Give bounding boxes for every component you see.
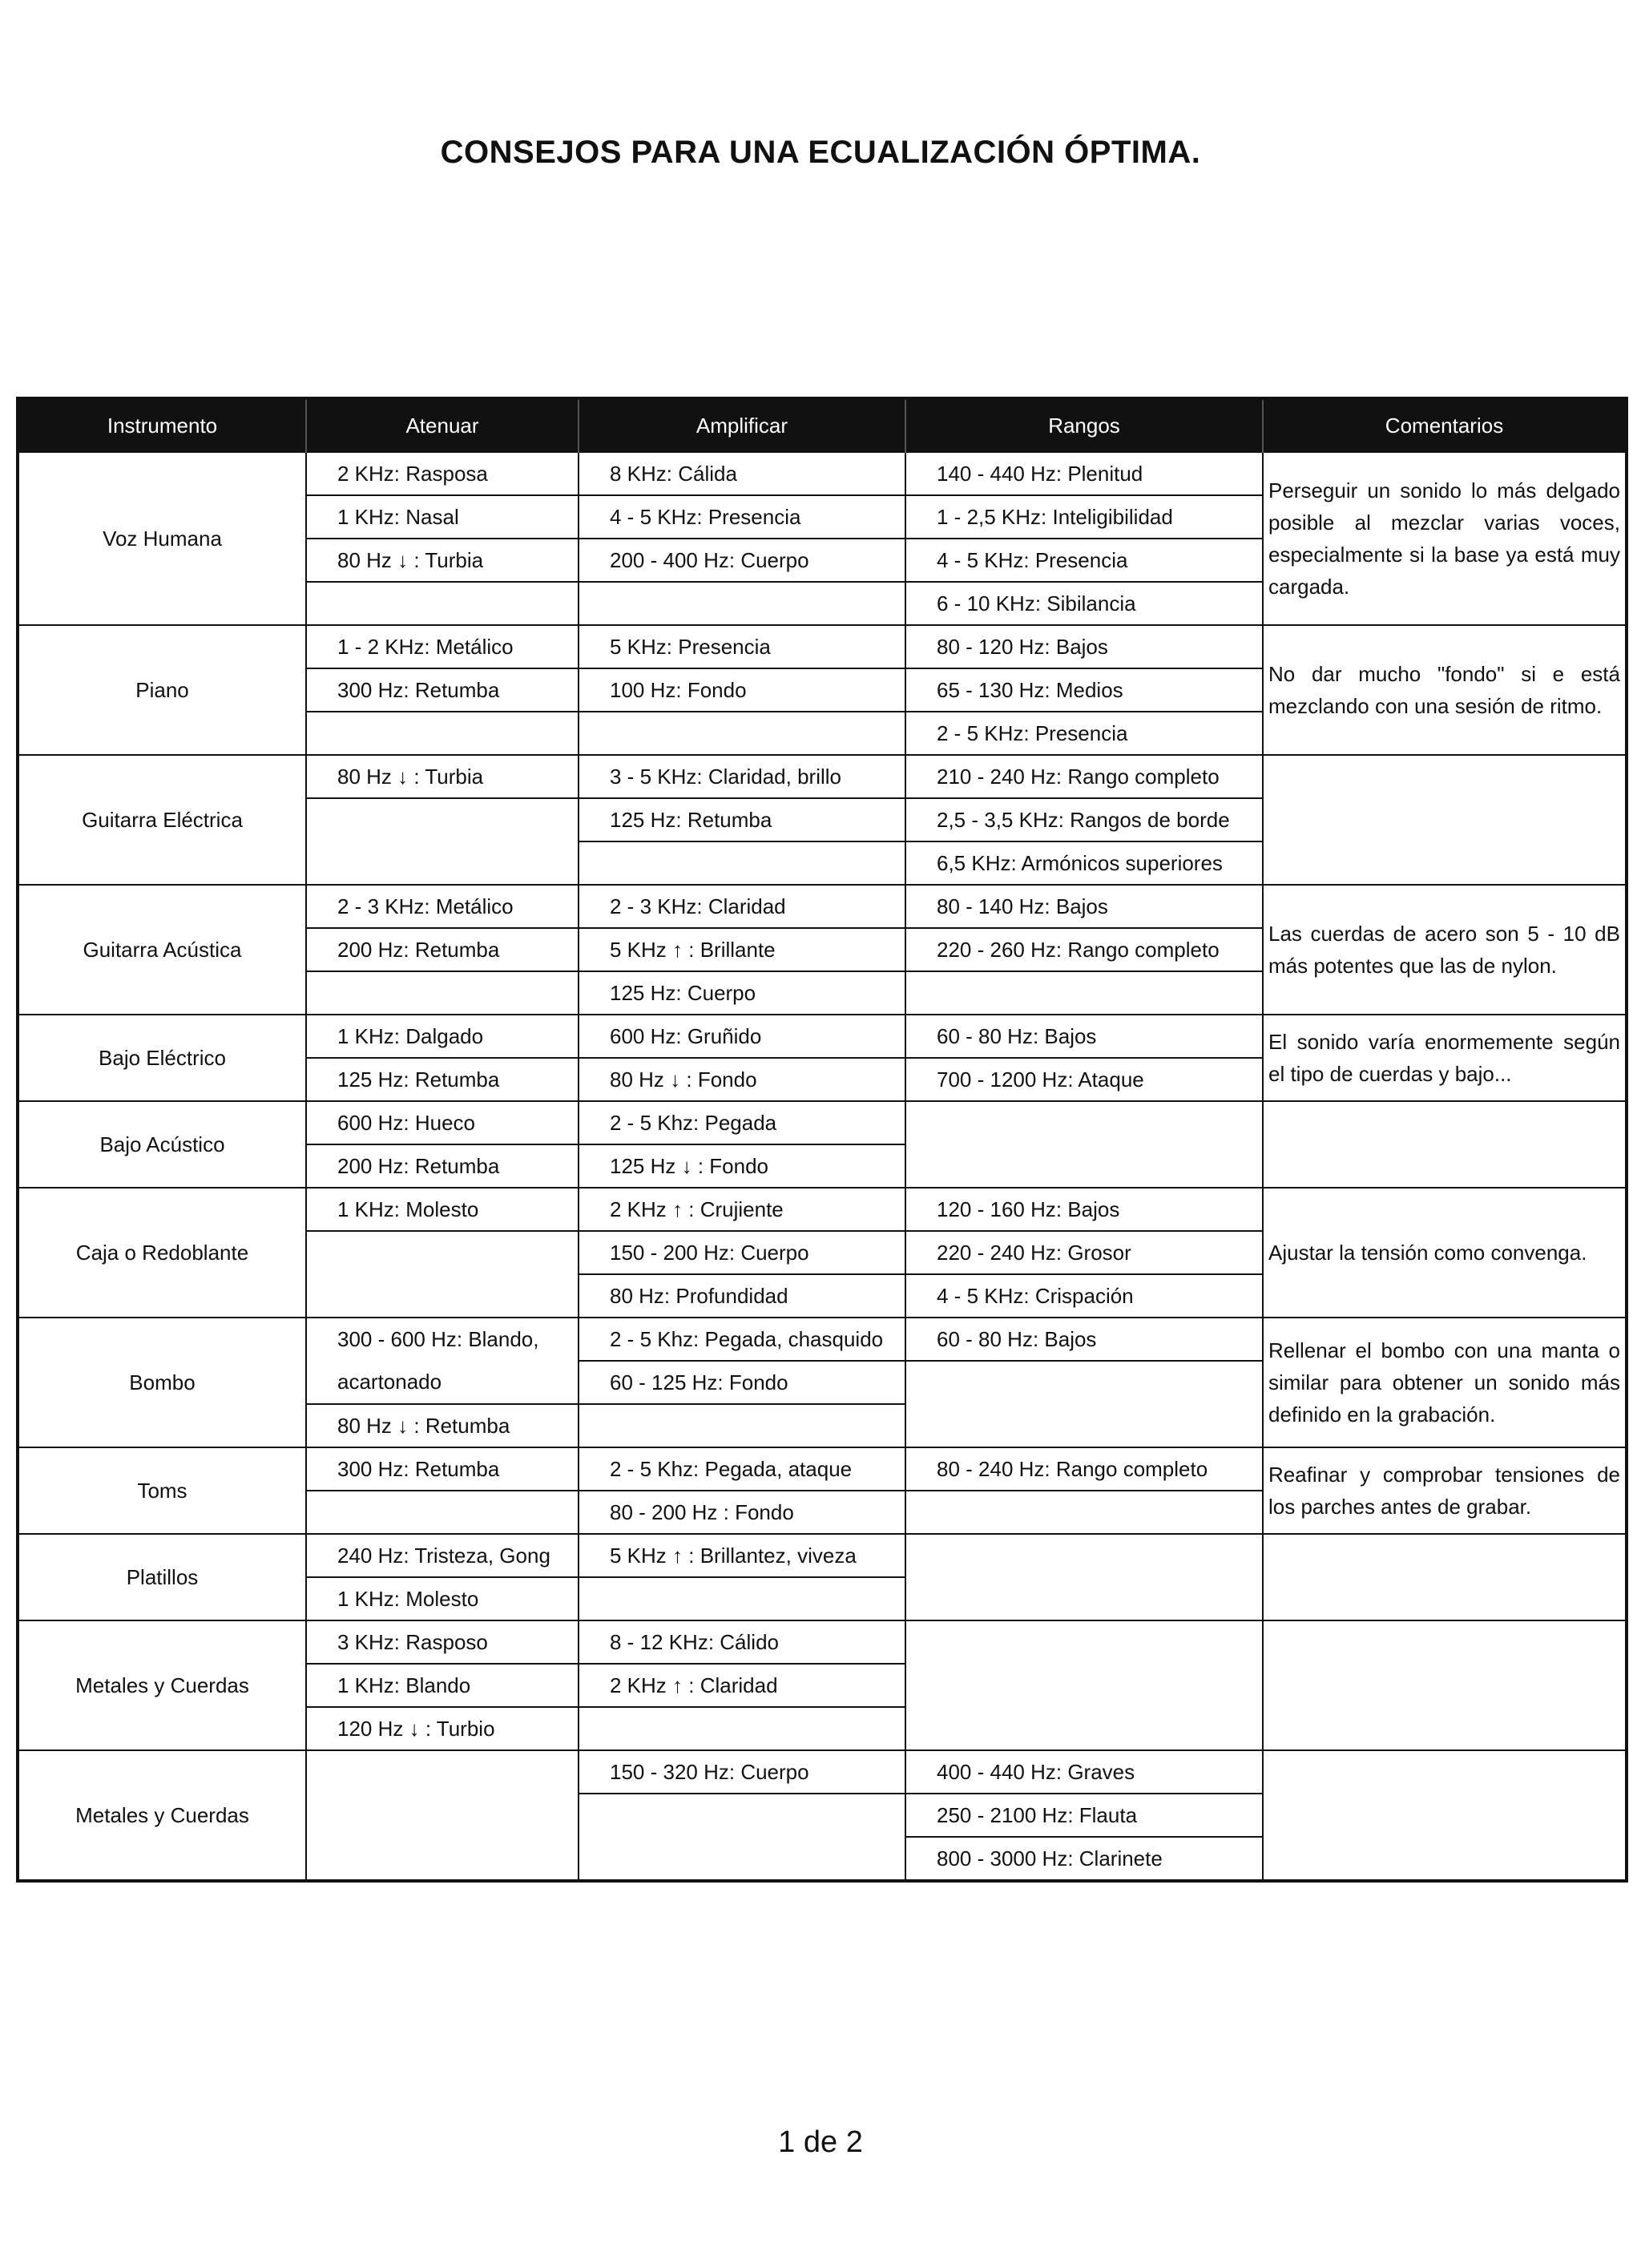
amplificar-cell: 2 - 3 KHz: Claridad: [579, 885, 905, 928]
amplificar-cell: 80 Hz ↓ : Fondo: [579, 1058, 905, 1101]
atenuar-cell: 2 KHz: Rasposa: [306, 452, 579, 495]
rangos-cell: 6,5 KHz: Armónicos superiores: [905, 841, 1263, 885]
amplificar-cell: 60 - 125 Hz: Fondo: [579, 1361, 905, 1404]
rangos-cell: 220 - 260 Hz: Rango completo: [905, 928, 1263, 971]
atenuar-cell: 125 Hz: Retumba: [306, 1058, 579, 1101]
atenuar-cell: 200 Hz: Retumba: [306, 928, 579, 971]
instrument-cell: Toms: [18, 1447, 306, 1534]
instrument-cell: Bajo Acústico: [18, 1101, 306, 1188]
header-row: [18, 398, 1627, 452]
comment-cell: No dar mucho "fondo" si e está mezclando con una sesión de ritmo.: [1263, 625, 1627, 755]
header-instrumento: Instrumento: [18, 398, 306, 452]
eq-table-container: [16, 397, 1625, 1883]
instrument-cell: Caja o Redoblante: [18, 1188, 306, 1318]
instrument-cell: Metales y Cuerdas: [18, 1620, 306, 1750]
atenuar-cell: [306, 712, 579, 755]
atenuar-cell: 80 Hz ↓ : Turbia: [306, 755, 579, 798]
rangos-cell: 80 - 240 Hz: Rango completo: [905, 1447, 1263, 1491]
amplificar-cell: 125 Hz ↓ : Fondo: [579, 1144, 905, 1188]
atenuar-cell: [306, 582, 579, 625]
rangos-cell: [905, 1101, 1263, 1188]
page-title: CONSEJOS PARA UNA ECUALIZACIÓN ÓPTIMA.: [440, 135, 1201, 170]
amplificar-cell: [579, 1707, 905, 1750]
amplificar-cell: 5 KHz ↑ : Brillantez, viveza: [579, 1534, 905, 1577]
table-row: [18, 452, 1627, 495]
amplificar-cell: [579, 582, 905, 625]
header-rangos: Rangos: [905, 398, 1263, 452]
amplificar-cell: 3 - 5 KHz: Claridad, brillo: [579, 755, 905, 798]
rangos-cell: [905, 1361, 1263, 1447]
rangos-cell: 210 - 240 Hz: Rango completo: [905, 755, 1263, 798]
header-comentarios: Comentarios: [1263, 398, 1627, 452]
amplificar-cell: 2 - 5 Khz: Pegada, ataque: [579, 1447, 905, 1491]
amplificar-cell: 2 KHz ↑ : Claridad: [579, 1664, 905, 1707]
amplificar-cell: 5 KHz ↑ : Brillante: [579, 928, 905, 971]
amplificar-cell: [579, 1404, 905, 1447]
atenuar-cell: 2 - 3 KHz: Metálico: [306, 885, 579, 928]
atenuar-cell: 80 Hz ↓ : Turbia: [306, 539, 579, 582]
atenuar-cell: [306, 1231, 579, 1318]
amplificar-cell: 8 - 12 KHz: Cálido: [579, 1620, 905, 1664]
atenuar-cell: 300 Hz: Retumba: [306, 1447, 579, 1491]
atenuar-cell: 200 Hz: Retumba: [306, 1144, 579, 1188]
instrument-cell: Piano: [18, 625, 306, 755]
instrument-cell: Bombo: [18, 1318, 306, 1447]
atenuar-cell: 1 KHz: Blando: [306, 1664, 579, 1707]
amplificar-cell: 125 Hz: Retumba: [579, 798, 905, 841]
comment-cell: [1263, 1620, 1627, 1750]
header-atenuar: Atenuar: [306, 398, 579, 452]
rangos-cell: 60 - 80 Hz: Bajos: [905, 1318, 1263, 1361]
rangos-cell: 6 - 10 KHz: Sibilancia: [905, 582, 1263, 625]
atenuar-cell: 1 - 2 KHz: Metálico: [306, 625, 579, 668]
rangos-cell: [905, 1491, 1263, 1534]
atenuar-cell: 300 - 600 Hz: Blando,: [306, 1318, 579, 1361]
atenuar-cell: [306, 1750, 579, 1881]
rangos-cell: 60 - 80 Hz: Bajos: [905, 1015, 1263, 1058]
rangos-cell: [905, 1534, 1263, 1620]
table-row: [18, 885, 1627, 928]
comment-cell: Reafinar y comprobar tensiones de los parches antes de grabar.: [1263, 1447, 1627, 1534]
table-row: [18, 1101, 1627, 1144]
rangos-cell: 2,5 - 3,5 KHz: Rangos de borde: [905, 798, 1263, 841]
atenuar-cell: [306, 798, 579, 885]
amplificar-cell: 125 Hz: Cuerpo: [579, 971, 905, 1015]
rangos-cell: 1 - 2,5 KHz: Inteligibilidad: [905, 495, 1263, 539]
table-row: [18, 625, 1627, 668]
amplificar-cell: [579, 1577, 905, 1620]
table-row: [18, 1447, 1627, 1491]
table-body: [18, 452, 1627, 1881]
atenuar-cell: 1 KHz: Molesto: [306, 1188, 579, 1231]
eq-table: [16, 397, 1628, 1883]
instrument-cell: Voz Humana: [18, 452, 306, 625]
rangos-cell: 80 - 140 Hz: Bajos: [905, 885, 1263, 928]
rangos-cell: 2 - 5 KHz: Presencia: [905, 712, 1263, 755]
amplificar-cell: 200 - 400 Hz: Cuerpo: [579, 539, 905, 582]
atenuar-cell: [306, 971, 579, 1015]
comment-cell: [1263, 1101, 1627, 1188]
amplificar-cell: 80 - 200 Hz : Fondo: [579, 1491, 905, 1534]
amplificar-cell: 5 KHz: Presencia: [579, 625, 905, 668]
rangos-cell: 4 - 5 KHz: Presencia: [905, 539, 1263, 582]
amplificar-cell: 600 Hz: Gruñido: [579, 1015, 905, 1058]
amplificar-cell: 80 Hz: Profundidad: [579, 1274, 905, 1318]
amplificar-cell: 4 - 5 KHz: Presencia: [579, 495, 905, 539]
comment-cell: [1263, 1750, 1627, 1881]
amplificar-cell: 150 - 320 Hz: Cuerpo: [579, 1750, 905, 1794]
table-row: [18, 1534, 1627, 1577]
atenuar-cell: 600 Hz: Hueco: [306, 1101, 579, 1144]
table-row: [18, 755, 1627, 798]
amplificar-cell: 100 Hz: Fondo: [579, 668, 905, 712]
rangos-cell: 65 - 130 Hz: Medios: [905, 668, 1263, 712]
comment-cell: Ajustar la tensión como convenga.: [1263, 1188, 1627, 1318]
atenuar-cell: 1 KHz: Molesto: [306, 1577, 579, 1620]
amplificar-cell: 2 - 5 Khz: Pegada, chasquido: [579, 1318, 905, 1361]
instrument-cell: Guitarra Acústica: [18, 885, 306, 1015]
comment-cell: Las cuerdas de acero son 5 - 10 dB más potentes que las de nylon.: [1263, 885, 1627, 1015]
instrument-cell: Platillos: [18, 1534, 306, 1620]
amplificar-cell: 2 KHz ↑ : Crujiente: [579, 1188, 905, 1231]
page-number: 1 de 2: [778, 2125, 863, 2159]
comment-cell: [1263, 755, 1627, 885]
instrument-cell: Guitarra Eléctrica: [18, 755, 306, 885]
comment-cell: Rellenar el bombo con una manta o similar para obtener un sonido más definido en la grabación.: [1263, 1318, 1627, 1447]
atenuar-cell: 80 Hz ↓ : Retumba: [306, 1404, 579, 1447]
table-row: [18, 1620, 1627, 1664]
amplificar-cell: [579, 841, 905, 885]
atenuar-cell: [306, 1491, 579, 1534]
atenuar-cell: 240 Hz: Tristeza, Gong: [306, 1534, 579, 1577]
atenuar-cell: acartonado: [306, 1361, 579, 1404]
amplificar-cell: 8 KHz: Cálida: [579, 452, 905, 495]
rangos-cell: 250 - 2100 Hz: Flauta: [905, 1794, 1263, 1837]
rangos-cell: 140 - 440 Hz: Plenitud: [905, 452, 1263, 495]
rangos-cell: 220 - 240 Hz: Grosor: [905, 1231, 1263, 1274]
comment-cell: El sonido varía enormemente según el tipo de cuerdas y bajo...: [1263, 1015, 1627, 1101]
atenuar-cell: 120 Hz ↓ : Turbio: [306, 1707, 579, 1750]
comment-cell: [1263, 1534, 1627, 1620]
atenuar-cell: 3 KHz: Rasposo: [306, 1620, 579, 1664]
table-row: [18, 1750, 1627, 1794]
atenuar-cell: 1 KHz: Dalgado: [306, 1015, 579, 1058]
rangos-cell: 700 - 1200 Hz: Ataque: [905, 1058, 1263, 1101]
table-row: [18, 1318, 1627, 1361]
atenuar-cell: 300 Hz: Retumba: [306, 668, 579, 712]
table-row: [18, 1015, 1627, 1058]
rangos-cell: [905, 1620, 1263, 1750]
instrument-cell: Metales y Cuerdas: [18, 1750, 306, 1881]
atenuar-cell: 1 KHz: Nasal: [306, 495, 579, 539]
rangos-cell: 4 - 5 KHz: Crispación: [905, 1274, 1263, 1318]
amplificar-cell: 2 - 5 Khz: Pegada: [579, 1101, 905, 1144]
instrument-cell: Bajo Eléctrico: [18, 1015, 306, 1101]
table-row: [18, 1188, 1627, 1231]
rangos-cell: 120 - 160 Hz: Bajos: [905, 1188, 1263, 1231]
amplificar-cell: [579, 712, 905, 755]
comment-cell: Perseguir un sonido lo más delgado posible al mezclar varias voces, especialmente si la base ya está muy cargada.: [1263, 452, 1627, 625]
rangos-cell: 400 - 440 Hz: Graves: [905, 1750, 1263, 1794]
amplificar-cell: [579, 1794, 905, 1881]
amplificar-cell: 150 - 200 Hz: Cuerpo: [579, 1231, 905, 1274]
rangos-cell: 80 - 120 Hz: Bajos: [905, 625, 1263, 668]
header-amplificar: Amplificar: [579, 398, 905, 452]
rangos-cell: 800 - 3000 Hz: Clarinete: [905, 1837, 1263, 1881]
rangos-cell: [905, 971, 1263, 1015]
